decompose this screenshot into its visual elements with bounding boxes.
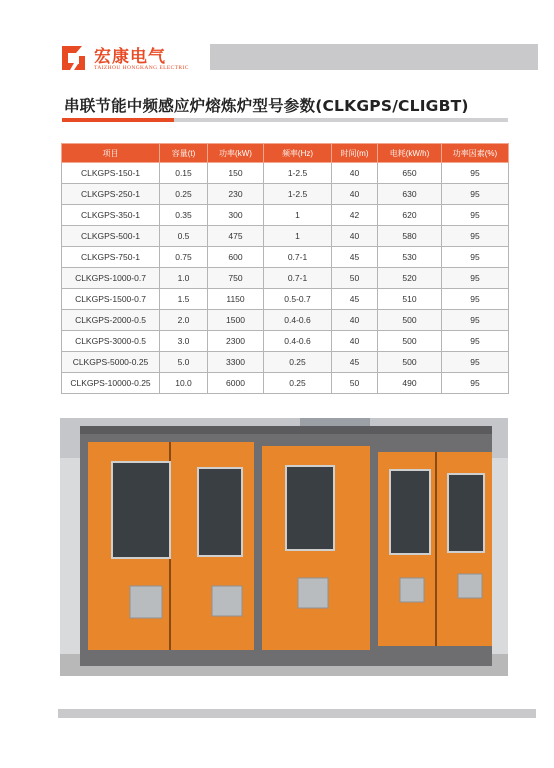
table-cell: 95: [442, 289, 509, 310]
table-cell: 1.0: [160, 268, 208, 289]
table-cell: 630: [378, 184, 442, 205]
col-header-power: 功率(kW): [208, 144, 264, 163]
table-cell: 2.0: [160, 310, 208, 331]
spec-table: [61, 143, 509, 394]
table-cell: 580: [378, 226, 442, 247]
table-cell: 530: [378, 247, 442, 268]
table-cell: 95: [442, 373, 509, 394]
table-header-row: [62, 144, 509, 163]
table-cell: 45: [332, 352, 378, 373]
table-cell: 1500: [208, 310, 264, 331]
table-cell: 500: [378, 310, 442, 331]
page-title: 串联节能中频感应炉熔炼炉型号参数(CLKGPS/CLIGBT): [64, 97, 469, 115]
table-cell: 1: [264, 205, 332, 226]
table-cell: 0.7-1: [264, 268, 332, 289]
col-header-frequency: 频率(Hz): [264, 144, 332, 163]
table-cell: CLKGPS-350-1: [62, 205, 160, 226]
table-cell: 620: [378, 205, 442, 226]
table-cell: 1-2.5: [264, 184, 332, 205]
brand-mark-icon: [58, 42, 88, 74]
table-cell: 40: [332, 310, 378, 331]
table-cell: 42: [332, 205, 378, 226]
table-cell: 95: [442, 247, 509, 268]
table-row: [62, 226, 509, 247]
table-row: [62, 247, 509, 268]
table-cell: 95: [442, 352, 509, 373]
col-header-power-factor: 功率因素(%): [442, 144, 509, 163]
table-cell: 45: [332, 289, 378, 310]
table-row: [62, 352, 509, 373]
table-cell: 6000: [208, 373, 264, 394]
table-cell: 10.0: [160, 373, 208, 394]
table-cell: 300: [208, 205, 264, 226]
col-header-model: 项目: [62, 144, 160, 163]
table-cell: 45: [332, 247, 378, 268]
table-cell: 5.0: [160, 352, 208, 373]
table-cell: 475: [208, 226, 264, 247]
col-header-capacity: 容量(t): [160, 144, 208, 163]
table-cell: 2300: [208, 331, 264, 352]
brand-name-en: TAIZHOU HONGKANG ELECTRIC: [94, 65, 189, 71]
brand-name-cn: 宏康电气: [94, 47, 166, 67]
table-cell: 50: [332, 373, 378, 394]
table-cell: 0.5-0.7: [264, 289, 332, 310]
table-cell: 95: [442, 205, 509, 226]
table-cell: 0.25: [160, 184, 208, 205]
table-cell: 750: [208, 268, 264, 289]
table-cell: CLKGPS-250-1: [62, 184, 160, 205]
table-cell: 150: [208, 163, 264, 184]
table-row: [62, 184, 509, 205]
table-row: [62, 268, 509, 289]
table-cell: 520: [378, 268, 442, 289]
table-cell: 0.35: [160, 205, 208, 226]
table-row: [62, 373, 509, 394]
table-cell: 1: [264, 226, 332, 247]
table-cell: 0.25: [264, 352, 332, 373]
col-header-time: 时间(m): [332, 144, 378, 163]
table-cell: 95: [442, 184, 509, 205]
table-cell: CLKGPS-1500-0.7: [62, 289, 160, 310]
table-cell: 3300: [208, 352, 264, 373]
table-cell: CLKGPS-750-1: [62, 247, 160, 268]
product-photo: [60, 418, 508, 676]
header-bar: [210, 44, 538, 70]
table-cell: 40: [332, 184, 378, 205]
table-cell: 510: [378, 289, 442, 310]
table-cell: 650: [378, 163, 442, 184]
table-cell: 1150: [208, 289, 264, 310]
table-cell: 0.15: [160, 163, 208, 184]
table-cell: 0.4-0.6: [264, 310, 332, 331]
table-cell: 95: [442, 331, 509, 352]
table-cell: 0.25: [264, 373, 332, 394]
table-cell: 95: [442, 268, 509, 289]
table-row: [62, 331, 509, 352]
table-cell: 0.5: [160, 226, 208, 247]
table-cell: CLKGPS-10000-0.25: [62, 373, 160, 394]
table-row: [62, 310, 509, 331]
table-cell: 0.75: [160, 247, 208, 268]
table-cell: 95: [442, 310, 509, 331]
title-divider-accent: [62, 118, 174, 122]
table-cell: 500: [378, 352, 442, 373]
table-cell: 40: [332, 226, 378, 247]
table-cell: CLKGPS-2000-0.5: [62, 310, 160, 331]
table-cell: 50: [332, 268, 378, 289]
table-cell: 40: [332, 163, 378, 184]
footer-bar: [58, 709, 536, 718]
table-row: [62, 205, 509, 226]
col-header-consumption: 电耗(kW/h): [378, 144, 442, 163]
brand-logo: [58, 38, 208, 78]
table-cell: 1-2.5: [264, 163, 332, 184]
table-row: [62, 163, 509, 184]
table-cell: CLKGPS-3000-0.5: [62, 331, 160, 352]
table-cell: 230: [208, 184, 264, 205]
table-row: [62, 289, 509, 310]
table-cell: 3.0: [160, 331, 208, 352]
table-cell: 0.7-1: [264, 247, 332, 268]
table-cell: 95: [442, 226, 509, 247]
table-cell: 95: [442, 163, 509, 184]
table-cell: CLKGPS-500-1: [62, 226, 160, 247]
table-cell: CLKGPS-5000-0.25: [62, 352, 160, 373]
table-cell: 40: [332, 331, 378, 352]
table-cell: 600: [208, 247, 264, 268]
table-cell: 490: [378, 373, 442, 394]
table-cell: 0.4-0.6: [264, 331, 332, 352]
table-cell: CLKGPS-1000-0.7: [62, 268, 160, 289]
table-cell: 1.5: [160, 289, 208, 310]
table-cell: 500: [378, 331, 442, 352]
table-cell: CLKGPS-150-1: [62, 163, 160, 184]
